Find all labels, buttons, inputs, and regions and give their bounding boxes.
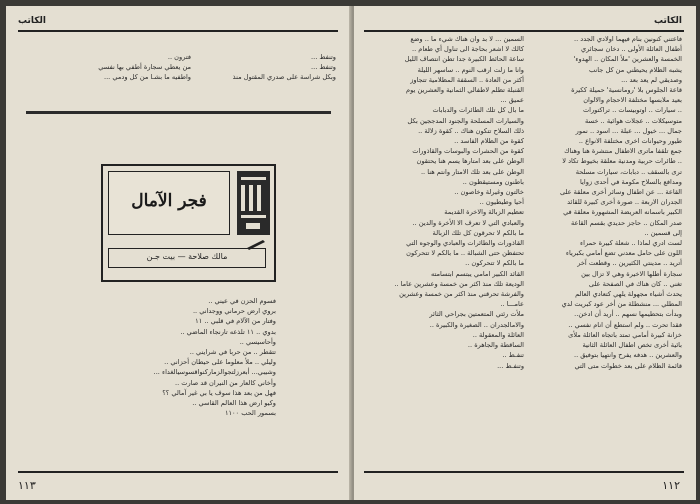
text-line: إلى قسمين .. xyxy=(644,228,682,237)
text-line: الوديعة تلك منذ اكثر من خمسة وعشرين عاما .. xyxy=(394,279,524,288)
text-line: .. طائرات حربية ومدنية معلقة بخيوط تكاد لا xyxy=(562,157,682,166)
text-line: سجارة أطلها الاخيرة وهي لا تزال بين xyxy=(581,269,682,278)
text-line: اللون على حامل معدني تضع أمامي بكبرياء xyxy=(565,249,682,258)
text-line: أكثر من العادة .. السقفة المظلامية تتجاوز xyxy=(410,75,524,84)
text-line: تنفـط .. xyxy=(502,351,524,360)
text-line: كالك لا اشعر بحاجة الى تناول أي طعام .. xyxy=(412,45,524,54)
text-line: طيور وحيوانات اخرى مختلفة الانواع .. xyxy=(578,137,682,146)
poem-line: فسوم الحزن في عيني .. xyxy=(208,297,276,305)
title-box xyxy=(108,171,230,235)
poem-line: بسمور الحب ١١٠٠ xyxy=(224,409,276,418)
text-line: الوطن على بعد تلك الامتار وانتم هنا .. xyxy=(420,167,524,176)
text-line: واطفيه ما بشـا من كل ودمي ... xyxy=(103,73,191,82)
right-page xyxy=(354,6,696,500)
text-line: والعبادي التي لا تعرف الا الأخرة والدين .. xyxy=(412,218,524,227)
text-line: وبدأت بتحطيمها نسهم .. أريد أن ادخن.. xyxy=(574,310,682,319)
text-line: القنبلة تظلم لاطفالي الثمانية والعشرين يوم xyxy=(406,86,524,95)
header-rule xyxy=(18,30,338,32)
footer-rule xyxy=(18,471,338,473)
text-line: والسيارات المسلحة والجنود المدججين بكل xyxy=(407,116,524,125)
author-box xyxy=(108,248,266,268)
text-line: القائد الكبير امامي يبتسم ابتسامته xyxy=(430,269,524,278)
text-line: وانا ما زلت ارقب النوم .. ساسهر الليلة xyxy=(417,65,524,74)
text-line: الوطن على بعد امتارها يسم هنا يحتقون xyxy=(416,157,524,166)
text-line: يحدث أشياء مجهولة يلهي كتعادي العالم xyxy=(575,290,682,299)
text-line: فقدا تحرت .. ولم استطع أن انام نفسي .. xyxy=(568,320,682,329)
text-line: وتنفط ... xyxy=(311,63,336,72)
text-line: خالتون وغيرلة وخاصون .. xyxy=(454,188,524,197)
text-line: الكبير باسمانه العريضة المشهورة معلقة في xyxy=(563,208,682,217)
author-line: مالك صلاحة — بيت جـن xyxy=(146,252,228,261)
text-line: ما بالكم لا تتحركون .. xyxy=(465,259,524,268)
story-title-logo xyxy=(101,164,276,282)
text-line: ومدافع بالسلاح مكومة في أحدى زوايا xyxy=(580,177,682,186)
text-line: فترون .. xyxy=(167,53,191,61)
text-line: تعظيم الزبالة والاخرة القديمة xyxy=(444,208,524,217)
text-line: ساعة الحائط الكبيرة جدا تطن انتصاف الليل xyxy=(404,55,524,64)
left-page xyxy=(6,6,351,500)
text-line: قائمة الظلام على بعد خطوات متى التي xyxy=(574,361,682,370)
text-line: لست ادري لماذا .. شعلة كبيرة حمراء xyxy=(580,239,682,248)
text-line: الجدران الاربعة .. صورة أخرى كبيرة للقائد xyxy=(567,198,682,207)
text-line: والامالجدران .. الصغيرة والكبيرة .. xyxy=(429,320,524,329)
text-line: المطلي ... منشطلة من أخر عود كبريت لدي xyxy=(561,300,682,309)
poem-line: وفتار من الآلام في قلبي .. ١١ xyxy=(195,317,276,326)
text-line: أطفال العائلة الأولى .. دخان سجائري xyxy=(580,45,682,54)
text-line: بعيد ملابسها مختلفة الاحجام والالوان xyxy=(583,96,682,105)
text-line: ترى بالسقف .. دبابات، سيارات مسلحة xyxy=(575,167,682,176)
text-line: كقوة من الحشرات والبوسات والقاذورات xyxy=(412,147,524,156)
logo-emblem xyxy=(237,171,270,235)
story-title: فجر الآمال xyxy=(131,191,207,211)
poem-line: بدوي .. ١١ تلذعه تارنجاء الماضي .. xyxy=(180,327,276,336)
poem-line: بروي ارض حرماني ووجداني .. xyxy=(192,307,276,316)
book-spread xyxy=(6,6,696,500)
poem-line: وكيو ارض هذا العالم القاسي .. xyxy=(192,399,276,408)
text-line: كقوة من الظلام الفاسد .. xyxy=(454,137,524,146)
text-line: أحيا وطيطيون .. xyxy=(479,198,524,207)
text-line: تغني .. كان هناك في الصفحة على xyxy=(588,279,682,288)
text-line: متوسيكلات .. عجلات هوائية .. خسة xyxy=(585,116,682,125)
text-line: ملأت رئتي المتعمتين بجراحي الثائر xyxy=(429,310,524,319)
left-text-column xyxy=(366,34,524,371)
text-line: جمال ... خيول ... عبلة ... اسود .. نمور xyxy=(575,126,682,135)
text-line: وصديقي لم يعد بعد ... xyxy=(621,75,682,84)
poem-line: تتقطر .. من حربا في شرايني .. xyxy=(189,348,276,357)
poem-column xyxy=(76,296,276,418)
top-right-column xyxy=(201,52,336,83)
poem-line: وأخاني كالعار من النيران قد صارت .. xyxy=(174,378,276,387)
footer-rule xyxy=(364,471,684,473)
text-line: جمع تلقفا ماترى الاطفال منتشرة هنا وهناك xyxy=(564,147,682,156)
text-line: والعشرين .. هدفه يفرح وانتهيا بتوفيق .. xyxy=(574,351,682,360)
text-line: .. سيارات .. اوتوبيسات .. تراكتورات xyxy=(582,106,682,115)
text-line: ما بال كل تلك الطائرات والدبابات xyxy=(432,106,524,115)
text-line: وتنفط ... xyxy=(311,53,336,61)
text-line: فاعتني كنونين بنام فيهما اولادي الجدد .. xyxy=(573,35,682,43)
text-line: عميق ... xyxy=(500,96,524,105)
text-line: القاعة ... عن اطفال وسائر أخرى معلقة على xyxy=(559,188,682,197)
text-line: تحتفظن حتى الشبالة .. ما بالكم لا تتحركون xyxy=(406,249,524,258)
text-line: وبكل شراسة على صدري المقتول منذ xyxy=(232,73,336,82)
text-line: الخمسة والعشرين 'ملأ المكان .. الهدوء' xyxy=(573,55,682,64)
text-line: ذلك السلاح تتكون هناك .. كقوة زلالة .. xyxy=(418,126,524,135)
running-head: الكاتب xyxy=(654,16,682,26)
text-line: عامـــا .. xyxy=(500,300,524,309)
text-line: السمين ... لا بد وان هناك شيء ما .. وضع xyxy=(410,35,524,43)
text-line: أتريد .. مدينتي الكثيرين .. وقطعت آخر xyxy=(577,259,682,268)
running-head: الكاتب xyxy=(18,16,46,26)
page-number: ١١٣ xyxy=(18,479,36,492)
text-line: خزانة كبيرة أمامي تمتد باتجاه العائلة ملأى xyxy=(568,330,682,339)
top-left-column xyxy=(26,52,191,83)
poem-line: وأحاسيسي .. xyxy=(239,337,276,346)
text-line: يشبه الظلام يحيطني من كل جانب xyxy=(588,65,682,74)
text-line: وتنفـط ... xyxy=(497,361,524,370)
text-line: العائلة والمعقولة .. xyxy=(472,330,524,339)
text-line: باطنون ومستيقظون .. xyxy=(462,177,524,186)
text-line: بائية أخرى تخص اطفال العائلة الثانية xyxy=(582,341,682,350)
text-line: قاعة الجلوس بلا 'رومانسية' حميلة ككيرة xyxy=(571,86,682,95)
text-line: ما بالكم لا تحرقون كل تلك الزبالة xyxy=(432,228,524,237)
poem-line: فهل من بعد هذا سوف يا بي غير آمالي ؟؟ xyxy=(162,388,276,397)
text-line: والفرشة تحرقني منذ اكثر من خمسة وعشرين xyxy=(399,290,524,299)
header-rule xyxy=(364,30,684,32)
text-line: القاذورات والطائرات والعبادي والوجوه التي xyxy=(406,239,524,248)
text-line: الساقطة والجاهرة .. xyxy=(467,341,524,350)
text-line: صدر المكان .. حاجز حديدي بقسم القاعة xyxy=(570,218,682,227)
right-text-column xyxy=(530,34,682,371)
section-divider xyxy=(26,111,331,114)
text-line: من يعطي سجارة أطفي بها نفسي xyxy=(98,63,191,72)
poem-line: وشيبي... أبعرزلتجوالزماركنواقسوسيالغداء ... xyxy=(153,368,276,377)
page-number: ١١٢ xyxy=(662,479,680,492)
poem-line: وليلي .. ملأ معلوما على حيطان أحزاني .. xyxy=(164,358,276,367)
